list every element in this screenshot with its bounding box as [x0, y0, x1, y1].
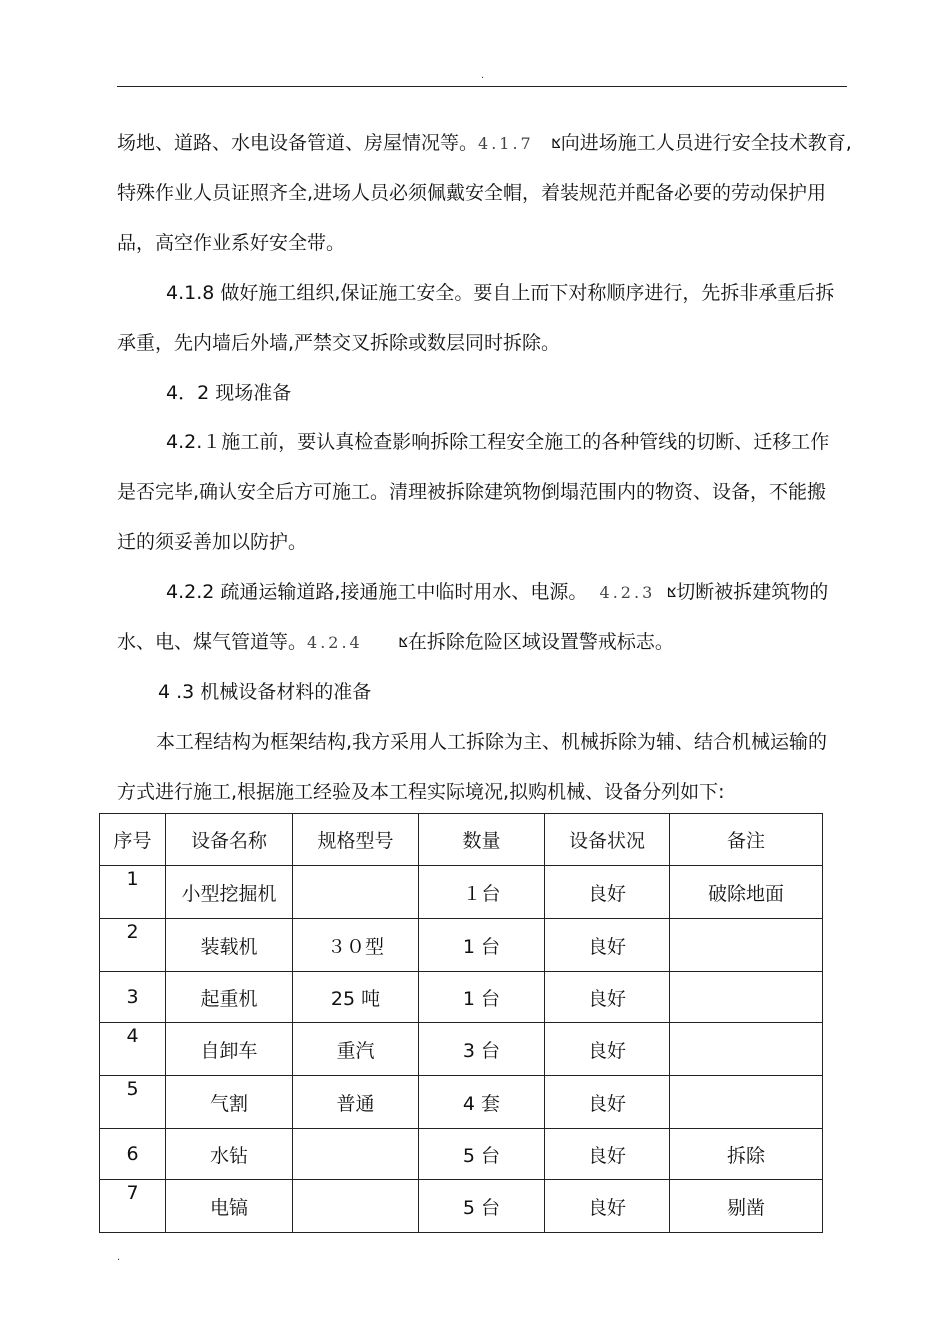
- cell-name: 电镐: [166, 1180, 293, 1233]
- cell-name: 自卸车: [166, 1023, 293, 1076]
- cell-remark: 拆除: [670, 1129, 823, 1180]
- equipment-table: [99, 813, 823, 1233]
- column-header: 备注: [670, 814, 823, 866]
- table-row: [100, 866, 823, 919]
- cell-status: 良好: [545, 866, 670, 919]
- cell-status: 良好: [545, 1180, 670, 1233]
- table-row: [100, 1180, 823, 1233]
- paragraph-line: 4.2.１施工前，要认真检查影响拆除工程安全施工的各种管线的切断、迁移工作: [166, 431, 830, 453]
- cell-remark: [670, 919, 823, 972]
- cell-spec: 25 吨: [293, 972, 419, 1023]
- table-header-row: [100, 814, 823, 866]
- cell-name: 水钻: [166, 1129, 293, 1180]
- cell-remark: [670, 1023, 823, 1076]
- cell-name: 起重机: [166, 972, 293, 1023]
- cell-index: 1: [100, 866, 166, 919]
- section-number: 4.2.3: [599, 583, 656, 602]
- table-row: [100, 1023, 823, 1076]
- paragraph-line: 品，高空作业系好安全带。: [117, 232, 346, 254]
- paragraph-line: 4.1.8 做好施工组织,保证施工安全。要自上而下对称顺序进行，先拆非承重后拆: [166, 282, 835, 304]
- paragraph-line: 方式进行施工,根据施工经验及本工程实际境况,拟购机械、设备分列如下:: [117, 781, 725, 803]
- bullet-glyph: ⴿ: [551, 137, 561, 152]
- column-header: 序号: [100, 814, 166, 866]
- section-number: 4.2.4: [307, 633, 363, 652]
- paragraph-line: 承重，先内墙后外墙,严禁交叉拆除或数层同时拆除。: [117, 332, 561, 354]
- cell-quantity: １台: [419, 866, 545, 919]
- text-run: 在拆除危险区域设置警戒标志。: [407, 631, 674, 653]
- cell-spec: [293, 866, 419, 919]
- cell-quantity: 5 台: [419, 1180, 545, 1233]
- column-header: 数量: [419, 814, 545, 866]
- section-number: 4.1.7: [478, 134, 534, 153]
- paragraph-line: [117, 131, 852, 157]
- cell-index: 5: [100, 1076, 166, 1129]
- cell-quantity: 1 台: [419, 972, 545, 1023]
- column-header: 设备状况: [545, 814, 670, 866]
- cell-status: 良好: [545, 1023, 670, 1076]
- cell-spec: 重汽: [293, 1023, 419, 1076]
- cell-remark: 剔凿: [670, 1180, 823, 1233]
- cell-status: 良好: [545, 972, 670, 1023]
- cell-index: 7: [100, 1180, 166, 1233]
- cell-quantity: 3 台: [419, 1023, 545, 1076]
- cell-name: 气割: [166, 1076, 293, 1129]
- cell-quantity: 4 套: [419, 1076, 545, 1129]
- table-row: [100, 1076, 823, 1129]
- cell-quantity: 5 台: [419, 1129, 545, 1180]
- text-run: 4.2.2 疏通运输道路,接通施工中临时用水、电源。: [166, 581, 588, 603]
- cell-spec: [293, 1180, 419, 1233]
- table-row: [100, 1129, 823, 1180]
- section-heading: 4．2 现场准备: [166, 382, 292, 404]
- cell-quantity: 1 台: [419, 919, 545, 972]
- table-row: [100, 972, 823, 1023]
- text-run: 向进场施工人员进行安全技术教育,: [560, 132, 852, 154]
- cell-status: 良好: [545, 1129, 670, 1180]
- cell-name: 装载机: [166, 919, 293, 972]
- footer-mark: .: [117, 1252, 121, 1263]
- column-header: 设备名称: [166, 814, 293, 866]
- cell-index: 6: [100, 1129, 166, 1180]
- header-rule: [117, 86, 847, 87]
- cell-index: 3: [100, 972, 166, 1023]
- paragraph-line: 迁的须妥善加以防护。: [117, 531, 308, 553]
- cell-spec: 普通: [293, 1076, 419, 1129]
- text-run: 水、电、煤气管道等。: [117, 631, 308, 653]
- paragraph-line: 本工程结构为框架结构,我方采用人工拆除为主、机械拆除为辅、结合机械运输的: [156, 731, 828, 753]
- section-heading: 4 .3 机械设备材料的准备: [158, 681, 372, 703]
- cell-name: 小型挖掘机: [166, 866, 293, 919]
- column-header: 规格型号: [293, 814, 419, 866]
- cell-status: 良好: [545, 1076, 670, 1129]
- cell-index: 4: [100, 1023, 166, 1076]
- bullet-glyph: ⴿ: [398, 636, 408, 651]
- cell-remark: [670, 1076, 823, 1129]
- text-run: 场地、道路、水电设备管道、房屋情况等。: [117, 132, 479, 154]
- cell-status: 良好: [545, 919, 670, 972]
- bullet-glyph: ⴿ: [667, 586, 677, 601]
- paragraph-line: 是否完毕,确认安全后方可施工。清理被拆除建筑物倒塌范围内的物资、设备，不能搬: [117, 481, 827, 503]
- cell-remark: 破除地面: [670, 866, 823, 919]
- table-row: [100, 919, 823, 972]
- paragraph-line: [166, 580, 828, 606]
- paragraph-line: [117, 630, 674, 656]
- paragraph-line: 特殊作业人员证照齐全,进场人员必须佩戴安全帽，着装规范并配备必要的劳动保护用: [117, 182, 827, 204]
- cell-spec: [293, 1129, 419, 1180]
- text-run: 切断被拆建筑物的: [676, 581, 829, 603]
- header-mark: .: [481, 70, 485, 81]
- cell-index: 2: [100, 919, 166, 972]
- cell-remark: [670, 972, 823, 1023]
- cell-spec: ３０型: [293, 919, 419, 972]
